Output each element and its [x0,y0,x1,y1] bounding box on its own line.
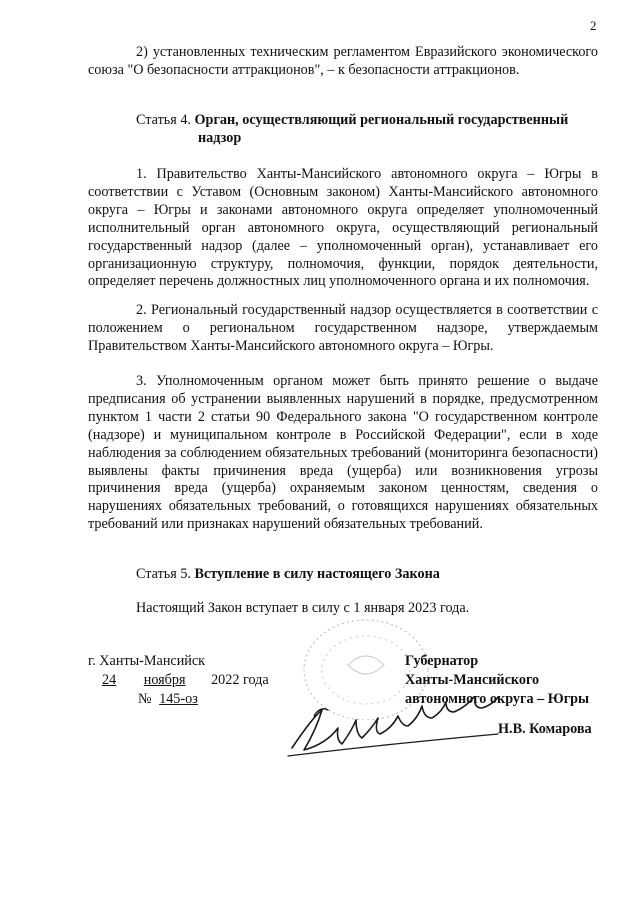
signing-date [88,671,269,689]
governor-title-line1: Губернатор [405,653,479,669]
page-number: 2 [590,18,597,33]
signing-day: 24 [102,672,117,688]
article-5-title: Вступление в силу настоящего Закона [194,566,440,582]
governor-name: Н.В. Комарова [498,721,592,737]
signing-year: 2022 года [211,672,269,688]
article-4-paragraph-3: 3. Уполномоченным органом может быть принято решение о выдаче предписания об устранении выявленных нарушений в порядке, предусмотренном пунктом 1 части 2 статьи 90 Федерального закона "О государственном контроле (надзоре) и муниципальном контроле в Российской Федерации", если в ходе наблюдения за соблюдением обязательных требований (мониторинга безопасности) выявлены факты причинения вреда (ущерба) или возникновения угрозы причинения вреда (ущерба) охраняемым законом ценностям, сведения о нарушениях обязательных требований, о готовящихся нарушениях обязательных требований или признаках нарушений обязательных требований. [88,373,598,533]
article-5-heading [136,566,440,584]
item-2-paragraph: 2) установленных техническим регламентом Евразийского экономического союза "О безопасности аттракционов", – к безопасности аттракционов. [88,44,598,78]
article-4-paragraph-1: 1. Правительство Ханты-Мансийского автономного округа – Югры в соответствии с Уставом (Основным законом) Ханты-Мансийского автономного округа – Югры и законами автономного округа определяет уполномоченный исполнительный орган автономного округа, осуществляющий региональный государственный надзор (далее – уполномоченный орган), устанавливает его организационную структуру, полномочия, функции, порядок деятельности, определяет перечень должностных лиц уполномоченного органа и их полномочия. [88,166,598,290]
article-5-prefix: Статья 5. [136,566,191,582]
handwritten-signature [284,696,524,766]
law-number-prefix: № [138,691,152,707]
signing-city: г. Ханты-Мансийск [88,653,206,669]
law-number-value: 145-оз [159,691,198,707]
article-4-title-line2: надзор [198,130,242,146]
governor-title-line3: автономного округа – Югры [405,691,590,707]
article-4-prefix: Статья 4. [136,112,191,128]
governor-title-line2: Ханты-Мансийского [405,672,540,688]
article-4-paragraph-2: 2. Региональный государственный надзор осуществляется в соответствии с положением о региональном государственном надзоре, утверждаемым Правительством Ханты-Мансийского автономного округа – Югры. [88,302,598,354]
law-number [138,690,202,708]
article-4-title-line1: Орган, осуществляющий региональный государственный [194,112,569,128]
article-4-heading [136,112,568,130]
article-5-paragraph: Настоящий Закон вступает в силу с 1 января 2023 года. [136,600,470,616]
signing-month: ноября [143,672,186,688]
